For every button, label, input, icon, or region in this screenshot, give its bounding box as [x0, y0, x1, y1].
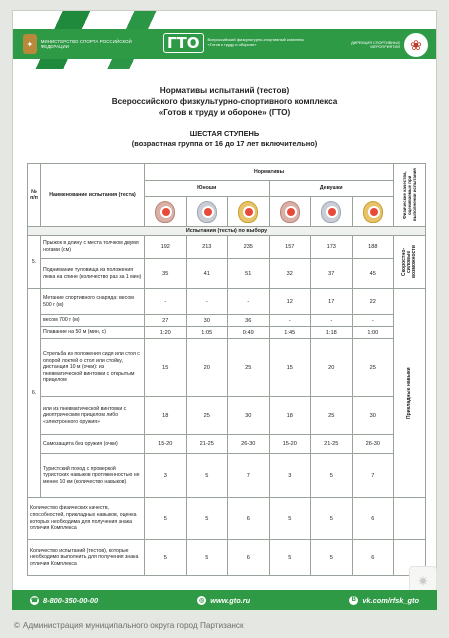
summary-label: Количество физических качеств, способностей, прикладных навыков, оценка которых необходима для получения знака отличия Комплекса [28, 498, 145, 540]
value-cell: 157 [269, 236, 311, 259]
value-cell: - [311, 315, 353, 327]
value-cell: 173 [311, 236, 353, 259]
badge-cell [228, 197, 270, 227]
value-cell: - [186, 289, 228, 315]
ministry-label: МИНИСТЕРСТВО СПОРТА РОССИЙСКОЙ ФЕДЕРАЦИИ [40, 39, 132, 49]
site-link[interactable]: www.gto.ru [210, 595, 251, 605]
group-speed-label: Скоростно-силовые возможности [401, 245, 418, 279]
value-cell: 45 [352, 259, 394, 289]
group-speed-cell [394, 236, 426, 289]
test-name: Самозащита без оружия (очки) [41, 435, 145, 454]
value-cell: 25 [228, 339, 270, 397]
value-cell: 17 [311, 289, 353, 315]
value-cell: 30 [186, 315, 228, 327]
test-name: Прыжок в длину с места толчком двумя ногами (см) [41, 236, 145, 259]
document-title [13, 85, 436, 118]
ministry-logo [23, 33, 133, 55]
table-header-row [28, 164, 426, 181]
value-cell: 5 [269, 540, 311, 576]
section-row [28, 227, 426, 236]
col-num-header: № п/п [28, 164, 41, 227]
document-footer [0, 590, 449, 638]
value-cell: 5 [145, 498, 187, 540]
value-cell: 35 [145, 259, 187, 289]
footer-site[interactable] [197, 596, 250, 605]
phone-label: 8-800-350-00-00 [43, 595, 99, 605]
value-cell: 1:00 [352, 327, 394, 339]
gto-logo [163, 33, 308, 53]
value-cell: 15-20 [269, 435, 311, 454]
value-cell: 27 [145, 315, 187, 327]
value-cell: 7 [228, 454, 270, 498]
value-cell: 5 [311, 540, 353, 576]
test-name: Поднимание туловища из положения лежа на спине (количество раз за 1 мин) [41, 259, 145, 289]
silver-badge-icon [321, 201, 341, 223]
value-cell: 192 [145, 236, 187, 259]
value-cell: 30 [228, 397, 270, 435]
value-cell: 32 [269, 259, 311, 289]
norms-table [27, 163, 426, 576]
table-row [28, 315, 426, 327]
gto-mark: ГТО [163, 33, 204, 53]
stage-label: ШЕСТАЯ СТУПЕНЬ [189, 129, 260, 138]
value-cell: 12 [269, 289, 311, 315]
value-cell: 20 [186, 339, 228, 397]
value-cell: 18 [145, 397, 187, 435]
value-cell: 6 [228, 498, 270, 540]
gold-badge-icon [238, 201, 258, 223]
empty-cell [394, 498, 426, 540]
row-num: 6. [28, 289, 41, 498]
badge-cell [145, 197, 187, 227]
value-cell: - [269, 315, 311, 327]
value-cell: 36 [228, 315, 270, 327]
test-name: весом 700 г (м) [41, 315, 145, 327]
value-cell: 5 [186, 540, 228, 576]
gto-label: Всероссийский физкультурно-спортивный комплекс «Готов к труду и обороне» [207, 37, 305, 47]
value-cell: 25 [186, 397, 228, 435]
value-cell: 30 [352, 397, 394, 435]
flower-emblem-icon: ❀ [404, 33, 428, 57]
badge-cell [186, 197, 228, 227]
value-cell: 15-20 [145, 435, 187, 454]
value-cell: 26-30 [228, 435, 270, 454]
watermark [14, 621, 244, 630]
value-cell: 1:20 [145, 327, 187, 339]
document-header [13, 11, 436, 69]
silver-badge-icon [197, 201, 217, 223]
value-cell: - [228, 289, 270, 315]
test-name: Плавание на 50 м (мин, с) [41, 327, 145, 339]
bronze-badge-icon [155, 201, 175, 223]
stage-heading [13, 129, 436, 149]
copyright-icon: © [14, 621, 20, 630]
footer-phone [30, 596, 98, 605]
value-cell: 0:49 [228, 327, 270, 339]
value-cell: 41 [186, 259, 228, 289]
group-skills-cell [394, 289, 426, 498]
value-cell: 22 [352, 289, 394, 315]
value-cell: 51 [228, 259, 270, 289]
value-cell: 1:18 [311, 327, 353, 339]
summary-label: Количество испытаний (тестов), которые необходимо выполнить для получения знака отличия Комплекса [28, 540, 145, 576]
value-cell: 7 [352, 454, 394, 498]
value-cell: 6 [228, 540, 270, 576]
value-cell: 188 [352, 236, 394, 259]
value-cell: 5 [269, 498, 311, 540]
table-row [28, 435, 426, 454]
value-cell: - [145, 289, 187, 315]
value-cell: 5 [145, 540, 187, 576]
directorate-logo [350, 33, 428, 57]
age-group-label: (возрастная группа от 16 до 17 лет включительно) [131, 139, 318, 148]
value-cell: 235 [228, 236, 270, 259]
test-name: Стрельба из положения сидя или стоя с опорой локтей о стол или стойку, дистанция 10 м (очки): из пневматической винтовки с открытым прицелом [41, 339, 145, 397]
col-qualities-label: Физические качества, оцениваемые при выполнении испытания [402, 168, 418, 222]
boys-header: Юноши [145, 180, 270, 197]
girls-header: Девушки [269, 180, 394, 197]
gold-badge-icon [363, 201, 383, 223]
badge-cell [269, 197, 311, 227]
value-cell: 5 [311, 454, 353, 498]
title-line-1: Нормативы испытаний (тестов) [159, 86, 290, 95]
test-name: Метание спортивного снаряда: весом 500 г (м) [41, 289, 145, 315]
summary-row [28, 540, 426, 576]
table-row [28, 339, 426, 397]
table-row [28, 259, 426, 289]
value-cell: 21-25 [186, 435, 228, 454]
summary-row [28, 498, 426, 540]
value-cell: 3 [145, 454, 187, 498]
group-skills-label: Прикладные навыки [406, 367, 413, 419]
coat-of-arms-icon: ✦ [23, 34, 37, 54]
value-cell: 213 [186, 236, 228, 259]
col-qualities-header [394, 164, 426, 227]
value-cell: 1:45 [269, 327, 311, 339]
footer-band [12, 590, 437, 610]
value-cell: 18 [269, 397, 311, 435]
footer-vk[interactable] [349, 596, 419, 605]
bronze-badge-icon [280, 201, 300, 223]
phone-icon: ☎ [30, 597, 39, 604]
value-cell: 6 [352, 540, 394, 576]
vk-icon: В [349, 596, 358, 605]
vk-link[interactable]: vk.com/rfsk_gto [362, 595, 419, 605]
value-cell: 5 [186, 454, 228, 498]
table-row [28, 454, 426, 498]
value-cell: 26-30 [352, 435, 394, 454]
table-row [28, 236, 426, 259]
badge-cell [311, 197, 353, 227]
value-cell: 1:05 [186, 327, 228, 339]
value-cell: 5 [311, 498, 353, 540]
directorate-label: ДИРЕКЦИЯ СПОРТИВНЫХ МЕРОПРИЯТИЙ [351, 40, 400, 49]
value-cell: 37 [311, 259, 353, 289]
value-cell: 15 [269, 339, 311, 397]
value-cell: 25 [352, 339, 394, 397]
value-cell: 20 [311, 339, 353, 397]
value-cell: 25 [311, 397, 353, 435]
test-name: Туристский поход с проверкой туристских навыков протяженностью не менее 10 км (количество навыков) [41, 454, 145, 498]
badge-cell [352, 197, 394, 227]
value-cell: 6 [352, 498, 394, 540]
value-cell: 5 [186, 498, 228, 540]
row-num: 5. [28, 236, 41, 289]
table-row [28, 397, 426, 435]
watermark-label: Администрация муниципального округа город Партизанск [22, 621, 244, 630]
value-cell: 21-25 [311, 435, 353, 454]
table-row [28, 327, 426, 339]
test-name: или из пневматической винтовки с диоптрическим прицелом либо «электронного оружия» [41, 397, 145, 435]
value-cell: 3 [269, 454, 311, 498]
section-label: Испытания (тесты) по выбору [28, 227, 426, 236]
table-row [28, 289, 426, 315]
title-line-2: Всероссийского физкультурно-спортивного комплекса [111, 97, 338, 106]
globe-icon: ◎ [199, 597, 205, 604]
document-page [12, 10, 437, 610]
value-cell: - [352, 315, 394, 327]
col-norms-header: Нормативы [145, 164, 394, 181]
value-cell: 15 [145, 339, 187, 397]
city-emblem-icon: ✷ [409, 566, 437, 596]
title-line-3: «Готов к труду и обороне» (ГТО) [158, 108, 291, 117]
col-name-header: Наименование испытания (теста) [41, 164, 145, 227]
